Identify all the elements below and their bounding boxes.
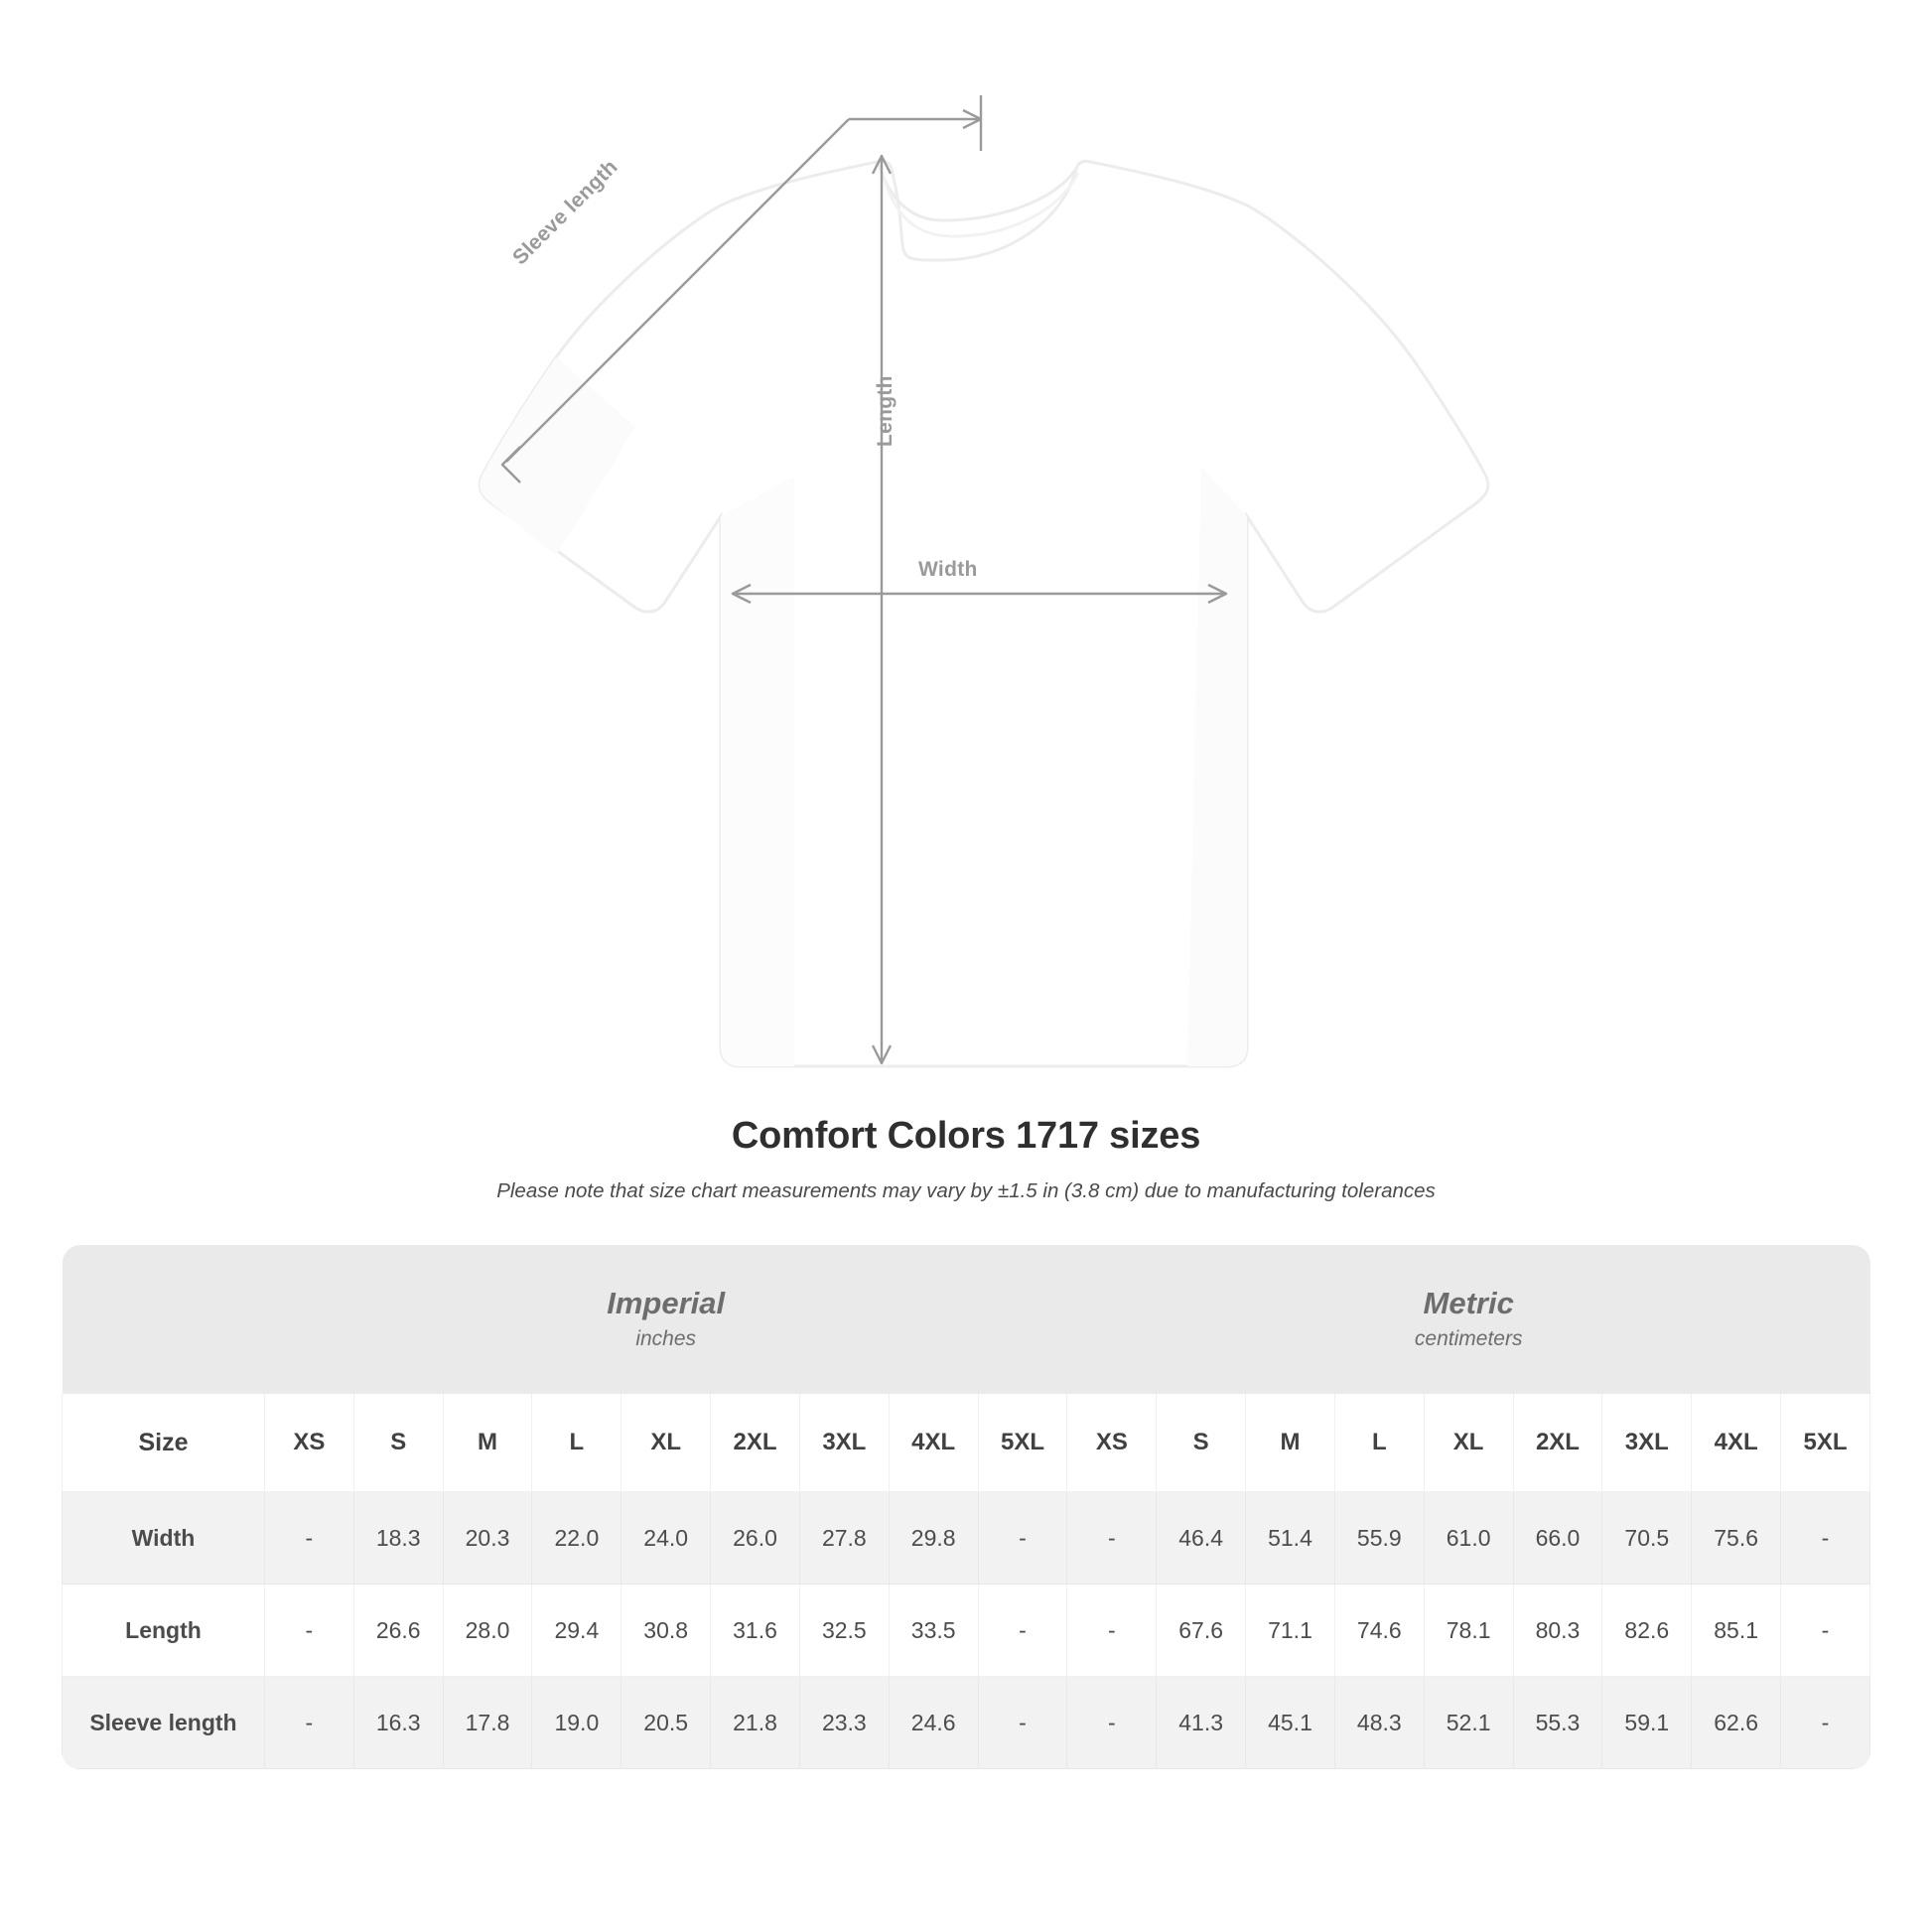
size-header-cell: XL [1424, 1394, 1513, 1492]
unit-metric-title: Metric [1423, 1285, 1514, 1320]
cell-value: 30.8 [621, 1585, 711, 1677]
size-header-cell: XS [264, 1394, 353, 1492]
cell-value: 32.5 [799, 1585, 889, 1677]
cell-value: 75.6 [1692, 1492, 1781, 1585]
size-header-cell: S [353, 1394, 443, 1492]
size-header-cell: 3XL [1602, 1394, 1692, 1492]
row-label-sleeve-length: Sleeve length [63, 1677, 265, 1769]
unit-imperial-subtitle: inches [635, 1326, 697, 1350]
cell-value: 66.0 [1513, 1492, 1602, 1585]
cell-value: 31.6 [711, 1585, 800, 1677]
cell-value: 21.8 [711, 1677, 800, 1769]
unit-imperial-cell [264, 1245, 1066, 1394]
size-label-cell: Size [63, 1394, 265, 1492]
cell-value: 48.3 [1334, 1677, 1424, 1769]
cell-value: 17.8 [443, 1677, 532, 1769]
cell-value: - [264, 1492, 353, 1585]
cell-value: 71.1 [1246, 1585, 1335, 1677]
cell-value: - [978, 1492, 1067, 1585]
row-label-length: Length [63, 1585, 265, 1677]
row-label-width: Width [63, 1492, 265, 1585]
cell-value: 74.6 [1334, 1585, 1424, 1677]
cell-value: 24.0 [621, 1492, 711, 1585]
cell-value: 80.3 [1513, 1585, 1602, 1677]
cell-value: 27.8 [799, 1492, 889, 1585]
size-header-cell: M [1246, 1394, 1335, 1492]
cell-value: - [1067, 1492, 1157, 1585]
cell-value: - [978, 1585, 1067, 1677]
size-header-cell: 3XL [799, 1394, 889, 1492]
cell-value: 29.4 [532, 1585, 621, 1677]
cell-value: 22.0 [532, 1492, 621, 1585]
cell-value: - [1781, 1677, 1870, 1769]
cell-value: 67.6 [1157, 1585, 1246, 1677]
size-header-cell: 4XL [1692, 1394, 1781, 1492]
size-chart-table [62, 1245, 1870, 1769]
cell-value: 19.0 [532, 1677, 621, 1769]
size-chart-table-wrap [62, 1245, 1870, 1769]
page-title: Comfort Colors 1717 sizes [731, 1115, 1201, 1157]
cell-value: 45.1 [1246, 1677, 1335, 1769]
cell-value: - [1781, 1585, 1870, 1677]
cell-value: 20.3 [443, 1492, 532, 1585]
cell-value: - [264, 1585, 353, 1677]
cell-value: 41.3 [1157, 1677, 1246, 1769]
cell-value: 52.1 [1424, 1677, 1513, 1769]
cell-value: 59.1 [1602, 1677, 1692, 1769]
cell-value: 55.3 [1513, 1677, 1602, 1769]
size-header-cell: 5XL [1781, 1394, 1870, 1492]
cell-value: 23.3 [799, 1677, 889, 1769]
unit-imperial-title: Imperial [607, 1285, 726, 1320]
cell-value: 29.8 [889, 1492, 978, 1585]
cell-value: 16.3 [353, 1677, 443, 1769]
size-header-cell: L [1334, 1394, 1424, 1492]
size-header-cell: XL [621, 1394, 711, 1492]
cell-value: 55.9 [1334, 1492, 1424, 1585]
sleeve-length-label: Sleeve length [508, 155, 622, 270]
cell-value: 26.0 [711, 1492, 800, 1585]
width-label: Width [918, 558, 978, 581]
cell-value: 18.3 [353, 1492, 443, 1585]
cell-value: 46.4 [1157, 1492, 1246, 1585]
tolerance-note: Please note that size chart measurements may vary by ±1.5 in (3.8 cm) due to manufacturing tolerances [496, 1179, 1436, 1202]
table-row [63, 1585, 1870, 1677]
table-row [63, 1492, 1870, 1585]
tshirt-shape [480, 146, 1488, 1066]
size-header-cell: 2XL [711, 1394, 800, 1492]
unit-corner-cell [63, 1245, 265, 1394]
cell-value: 70.5 [1602, 1492, 1692, 1585]
size-header-cell: S [1157, 1394, 1246, 1492]
size-header-row [63, 1394, 1870, 1492]
cell-value: - [1781, 1492, 1870, 1585]
cell-value: 82.6 [1602, 1585, 1692, 1677]
size-header-cell: L [532, 1394, 621, 1492]
cell-value: 26.6 [353, 1585, 443, 1677]
cell-value: - [978, 1677, 1067, 1769]
unit-header-row [63, 1245, 1870, 1394]
cell-value: - [1067, 1585, 1157, 1677]
cell-value: 78.1 [1424, 1585, 1513, 1677]
size-header-cell: M [443, 1394, 532, 1492]
cell-value: - [264, 1677, 353, 1769]
table-row [63, 1677, 1870, 1769]
size-header-cell: 4XL [889, 1394, 978, 1492]
cell-value: 33.5 [889, 1585, 978, 1677]
length-label: Length [874, 375, 897, 447]
cell-value: 85.1 [1692, 1585, 1781, 1677]
unit-metric-cell [1067, 1245, 1870, 1394]
size-header-cell: XS [1067, 1394, 1157, 1492]
cell-value: 24.6 [889, 1677, 978, 1769]
cell-value: 62.6 [1692, 1677, 1781, 1769]
cell-value: 61.0 [1424, 1492, 1513, 1585]
size-header-cell: 5XL [978, 1394, 1067, 1492]
cell-value: 28.0 [443, 1585, 532, 1677]
cell-value: - [1067, 1677, 1157, 1769]
cell-value: 20.5 [621, 1677, 711, 1769]
cell-value: 51.4 [1246, 1492, 1335, 1585]
size-header-cell: 2XL [1513, 1394, 1602, 1492]
unit-metric-subtitle: centimeters [1414, 1326, 1523, 1350]
